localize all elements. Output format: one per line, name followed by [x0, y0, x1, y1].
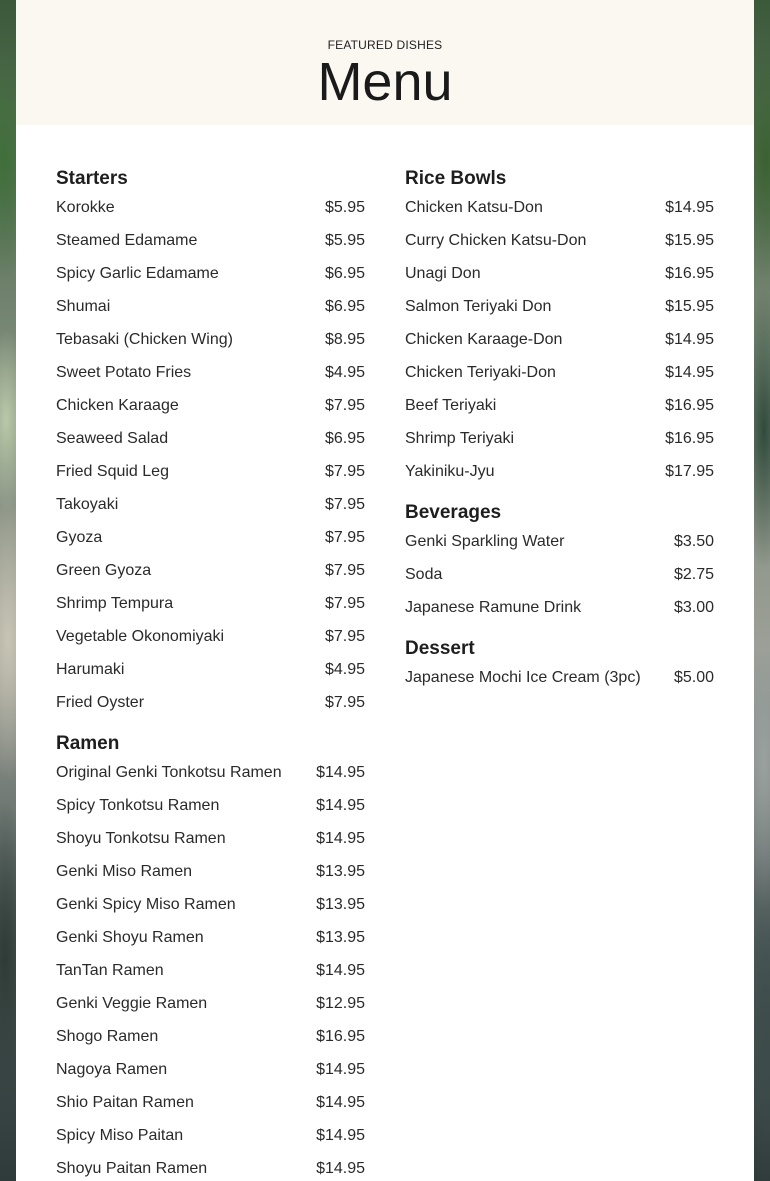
menu-item-name: Chicken Teriyaki-Don: [405, 364, 556, 381]
menu-item: [56, 987, 365, 1020]
menu-item-price: $14.95: [316, 962, 365, 979]
menu-item-name: Steamed Edamame: [56, 232, 198, 249]
menu-item: [56, 1020, 365, 1053]
menu-item-price: $14.95: [316, 830, 365, 847]
menu-item-name: Nagoya Ramen: [56, 1061, 168, 1078]
menu-item: [405, 455, 714, 488]
menu-item: [56, 224, 365, 257]
menu-item-price: $16.95: [665, 430, 714, 447]
menu-item-price: $3.00: [673, 599, 714, 616]
menu-item: [56, 1053, 365, 1086]
menu-item-name: Salmon Teriyaki Don: [405, 298, 552, 315]
menu-item-price: $14.95: [316, 1127, 365, 1144]
menu-item: [405, 356, 714, 389]
menu-item: [405, 224, 714, 257]
menu-item-price: $7.95: [324, 529, 365, 546]
menu-item: [56, 954, 365, 987]
menu-item-name: Spicy Miso Paitan: [56, 1127, 184, 1144]
menu-item-price: $6.95: [324, 298, 365, 315]
menu-item-price: $5.95: [324, 199, 365, 216]
menu-item: [405, 323, 714, 356]
menu-item-price: $13.95: [316, 863, 365, 880]
menu-item: [56, 921, 365, 954]
menu-item-price: $6.95: [324, 430, 365, 447]
menu-item-name: Korokke: [56, 199, 115, 216]
menu-section-dessert: [405, 638, 714, 694]
menu-item-price: $3.50: [673, 533, 714, 550]
menu-item: [405, 558, 714, 591]
page-title: Menu: [317, 52, 453, 112]
menu-item-name: Green Gyoza: [56, 562, 152, 579]
menu-item-price: $5.95: [324, 232, 365, 249]
menu-item-price: $14.95: [316, 764, 365, 781]
menu-item-name: Shoyu Paitan Ramen: [56, 1160, 208, 1177]
menu-item: [405, 661, 714, 694]
menu-item-name: Harumaki: [56, 661, 125, 678]
menu-item: [56, 1119, 365, 1152]
menu-item-price: $16.95: [665, 397, 714, 414]
menu-item-price: $14.95: [316, 797, 365, 814]
menu-item-price: $7.95: [324, 694, 365, 711]
menu-item: [56, 422, 365, 455]
menu-item-price: $12.95: [316, 995, 365, 1012]
menu-column-right: [405, 168, 714, 708]
menu-item-name: Shrimp Tempura: [56, 595, 174, 612]
menu-item: [56, 455, 365, 488]
menu-item: [56, 521, 365, 554]
menu-item-name: Shoyu Tonkotsu Ramen: [56, 830, 226, 847]
menu-item-price: $14.95: [665, 364, 714, 381]
menu-item-name: Spicy Garlic Edamame: [56, 265, 219, 282]
menu-item-name: Vegetable Okonomiyaki: [56, 628, 225, 645]
menu-item-price: $7.95: [324, 496, 365, 513]
menu-item: [56, 620, 365, 653]
menu-item-price: $14.95: [316, 1160, 365, 1177]
menu-item-name: Japanese Ramune Drink: [405, 599, 582, 616]
menu-item-name: Curry Chicken Katsu-Don: [405, 232, 587, 249]
menu-item-price: $2.75: [673, 566, 714, 583]
menu-item: [56, 356, 365, 389]
menu-item: [56, 290, 365, 323]
menu-section-ramen: [56, 733, 365, 1181]
menu-item-price: $7.95: [324, 628, 365, 645]
featured-eyebrow: FEATURED DISHES: [327, 38, 443, 52]
menu-item: [56, 488, 365, 521]
section-title: Ramen: [56, 733, 120, 754]
menu-item-price: $14.95: [316, 1094, 365, 1111]
menu-item: [56, 789, 365, 822]
menu-item: [56, 257, 365, 290]
menu-item-price: $15.95: [665, 298, 714, 315]
menu-item: [56, 191, 365, 224]
menu-item-name: Seaweed Salad: [56, 430, 169, 447]
menu-item: [56, 653, 365, 686]
menu-item-name: Sweet Potato Fries: [56, 364, 192, 381]
menu-item: [56, 756, 365, 789]
menu-item-price: $14.95: [316, 1061, 365, 1078]
menu-item: [56, 686, 365, 719]
menu-item-price: $7.95: [324, 397, 365, 414]
menu-item-price: $7.95: [324, 562, 365, 579]
menu-header: [16, 0, 754, 125]
menu-item-name: Genki Sparkling Water: [405, 533, 565, 550]
menu-item: [405, 591, 714, 624]
menu-item-name: Yakiniku-Jyu: [405, 463, 495, 480]
menu-item-name: Tebasaki (Chicken Wing): [56, 331, 233, 348]
menu-item-price: $15.95: [665, 232, 714, 249]
menu-item: [56, 587, 365, 620]
menu-item: [56, 1152, 365, 1181]
menu-item-name: Original Genki Tonkotsu Ramen: [56, 764, 282, 781]
menu-item-price: $13.95: [316, 896, 365, 913]
menu-item-name: Gyoza: [56, 529, 103, 546]
menu-item-price: $14.95: [665, 331, 714, 348]
menu-item: [405, 290, 714, 323]
menu-item: [405, 422, 714, 455]
menu-item-price: $4.95: [324, 364, 365, 381]
menu-item-name: Genki Miso Ramen: [56, 863, 193, 880]
menu-item: [405, 257, 714, 290]
menu-item: [56, 554, 365, 587]
menu-item-price: $5.00: [673, 669, 714, 686]
menu-item: [56, 1086, 365, 1119]
menu-item-name: Shio Paitan Ramen: [56, 1094, 194, 1111]
menu-item-name: Chicken Karaage: [56, 397, 179, 414]
menu-item-name: Japanese Mochi Ice Cream (3pc): [405, 669, 641, 686]
menu-item-name: Genki Shoyu Ramen: [56, 929, 204, 946]
menu-item-name: Chicken Karaage-Don: [405, 331, 563, 348]
menu-item-name: Shumai: [56, 298, 111, 315]
menu-item-name: Shogo Ramen: [56, 1028, 159, 1045]
menu-item-name: Takoyaki: [56, 496, 119, 513]
menu-item-name: Unagi Don: [405, 265, 481, 282]
menu-item: [56, 822, 365, 855]
menu-item-price: $17.95: [665, 463, 714, 480]
menu-item-name: Soda: [405, 566, 443, 583]
menu-section-beverages: [405, 502, 714, 624]
menu-item-name: Spicy Tonkotsu Ramen: [56, 797, 220, 814]
menu-item-price: $16.95: [316, 1028, 365, 1045]
menu-item: [405, 191, 714, 224]
menu-item: [56, 323, 365, 356]
menu-item-price: $13.95: [316, 929, 365, 946]
menu-item: [405, 525, 714, 558]
menu-item-price: $8.95: [324, 331, 365, 348]
menu-section-rice-bowls: [405, 168, 714, 488]
menu-item-price: $7.95: [324, 463, 365, 480]
menu-item: [56, 855, 365, 888]
section-title: Dessert: [405, 638, 475, 659]
menu-item-price: $6.95: [324, 265, 365, 282]
section-title: Beverages: [405, 502, 502, 523]
menu-item-name: Genki Veggie Ramen: [56, 995, 208, 1012]
menu-column-left: [56, 168, 365, 1181]
menu-item: [56, 888, 365, 921]
menu-item-name: TanTan Ramen: [56, 962, 164, 979]
section-title: Starters: [56, 168, 128, 189]
menu-item-price: $7.95: [324, 595, 365, 612]
menu-item-name: Beef Teriyaki: [405, 397, 497, 414]
menu-item-price: $4.95: [324, 661, 365, 678]
menu-section-starters: [56, 168, 365, 719]
menu-item-name: Fried Squid Leg: [56, 463, 169, 480]
menu-item-name: Shrimp Teriyaki: [405, 430, 515, 447]
menu-item-price: $14.95: [665, 199, 714, 216]
menu-item-price: $16.95: [665, 265, 714, 282]
menu-item: [56, 389, 365, 422]
menu-item-name: Genki Spicy Miso Ramen: [56, 896, 236, 913]
menu-item: [405, 389, 714, 422]
section-title: Rice Bowls: [405, 168, 507, 189]
menu-item-name: Fried Oyster: [56, 694, 145, 711]
menu-panel: [16, 0, 754, 1181]
menu-item-name: Chicken Katsu-Don: [405, 199, 543, 216]
